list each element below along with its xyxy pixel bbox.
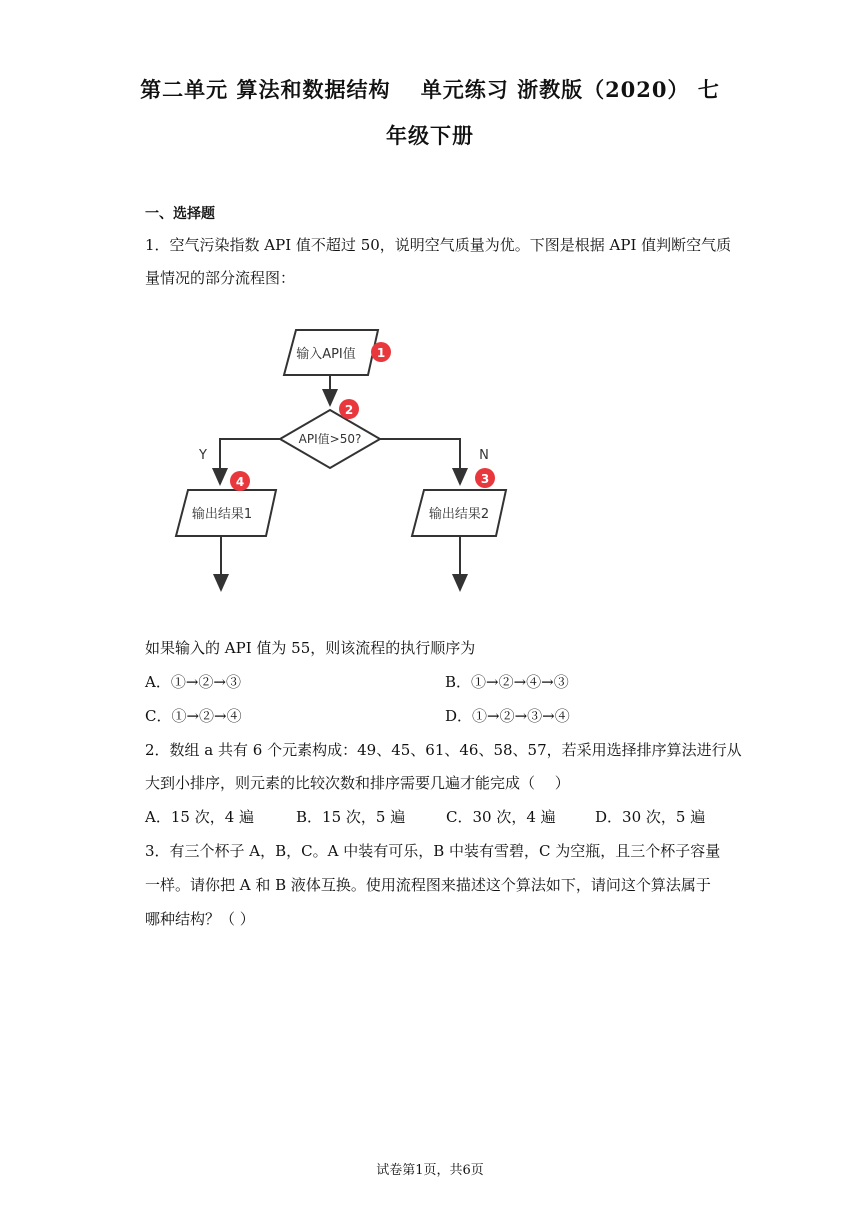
flow-yes-branch — [220, 439, 280, 484]
flow-output1-label: 输出结果1 — [191, 507, 253, 522]
section-heading: 一、选择题 — [145, 206, 215, 222]
q1-text-line2: 量情况的部分流程图： — [145, 269, 296, 287]
q1-stem: 如果输入的 API 值为 55，则该流程的执行顺序为 — [145, 639, 476, 657]
badge-3-label: 3 — [480, 472, 490, 486]
q1-option-a: A．①→②→③ — [145, 673, 241, 691]
q2-option-d: D．30 次，5 遍 — [595, 808, 706, 826]
badge-2-label: 2 — [344, 403, 354, 417]
flow-no-branch — [380, 439, 460, 484]
q3-text-line3: 哪种结构？（ ） — [145, 910, 255, 928]
q1-option-b: B．①→②→④→③ — [445, 673, 569, 691]
page-footer: 试卷第1页，共6页 — [376, 1163, 484, 1178]
document-title-line2: 年级下册 — [386, 123, 474, 148]
q2-option-c: C．30 次，4 遍 — [446, 808, 556, 826]
badge-4-label: 4 — [235, 475, 245, 489]
q1-option-c: C．①→②→④ — [145, 707, 242, 725]
q2-option-a: A．15 次，4 遍 — [145, 808, 254, 826]
q2-text-line1: 2．数组 a 共有 6 个元素构成：49、45、61、46、58、57，若采用选择排序算法进行从 — [145, 741, 742, 759]
q1-option-d: D．①→②→③→④ — [445, 707, 570, 725]
q2-text-line2: 大到小排序，则元素的比较次数和排序需要几遍才能完成（ ） — [145, 774, 570, 792]
q2-option-b: B．15 次，5 遍 — [296, 808, 406, 826]
badge-1-label: 1 — [376, 346, 386, 360]
flow-decision-label: API值>50? — [298, 432, 362, 446]
flow-output2-label: 输出结果2 — [428, 507, 490, 522]
flow-no-label: N — [479, 448, 489, 463]
document-title-line1: 第二单元 算法和数据结构 单元练习 浙教版（2020） 七 — [140, 77, 720, 102]
flow-input-label: 输入API值 — [296, 347, 356, 362]
q3-text-line1: 3．有三个杯子 A，B，C。A 中装有可乐，B 中装有雪碧，C 为空瓶，且三个杯子容量 — [145, 842, 721, 860]
q1-text-line1: 1．空气污染指数 API 值不超过 50，说明空气质量为优。下图是根据 API 值判断空气质 — [145, 236, 732, 254]
q3-text-line2: 一样。请你把 A 和 B 液体互换。使用流程图来描述这个算法如下，请问这个算法属于 — [145, 876, 711, 894]
flow-yes-label: Y — [199, 448, 207, 463]
